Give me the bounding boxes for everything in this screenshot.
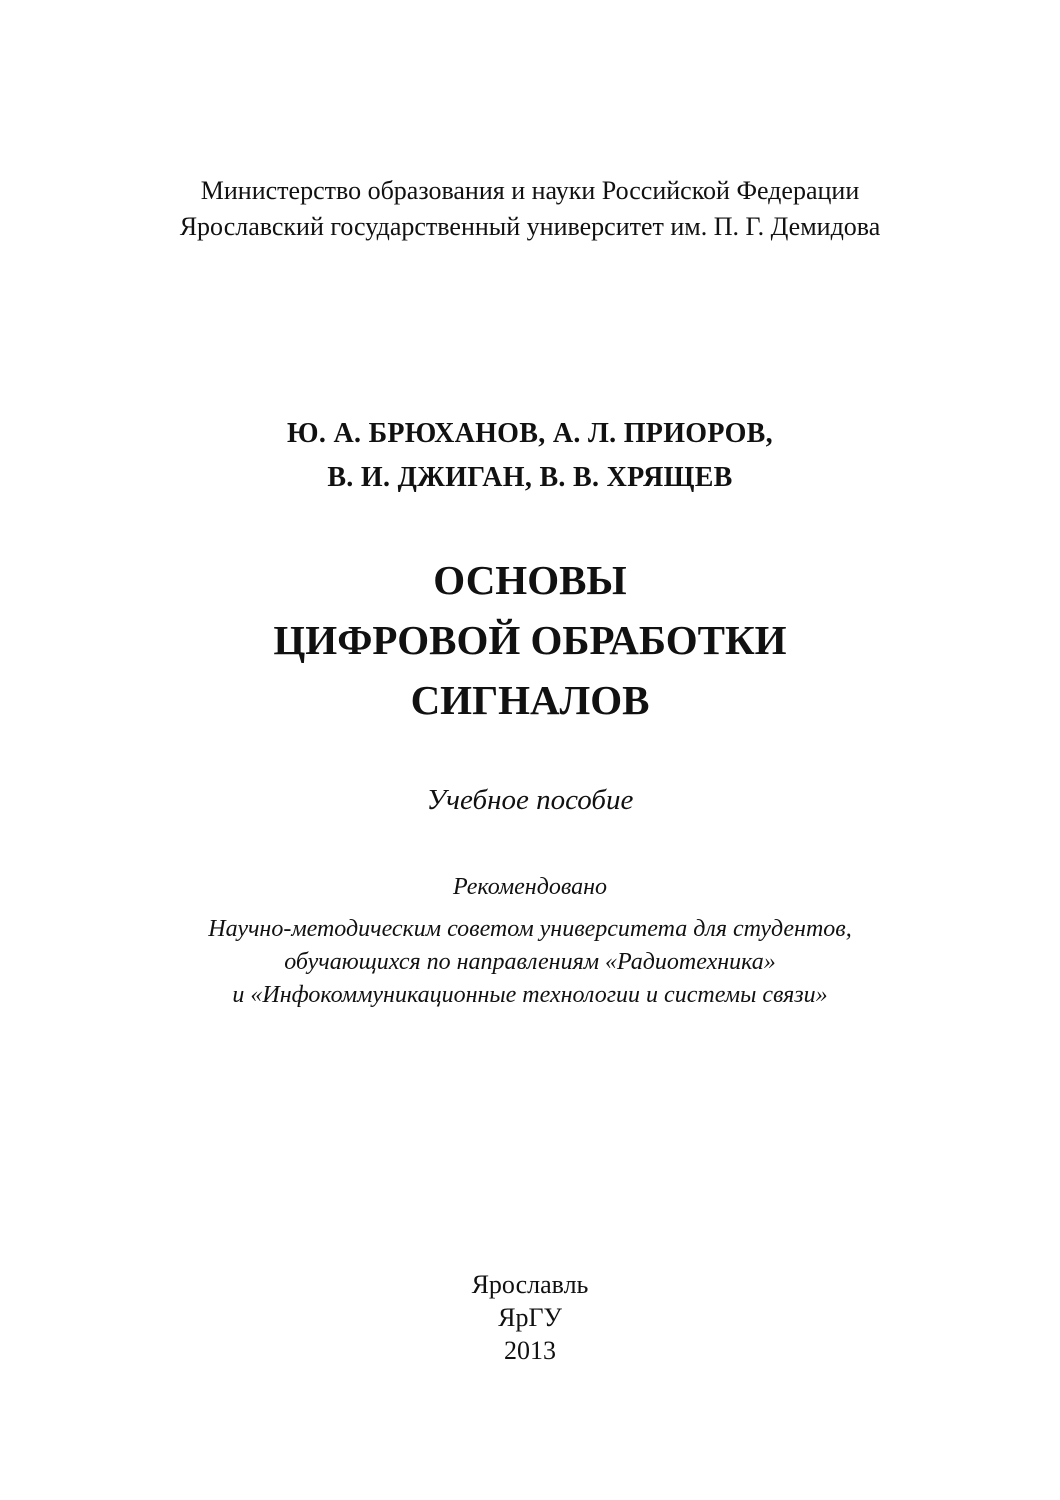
imprint-city: Ярославль [471, 1270, 589, 1299]
book-title-line-2: ЦИФРОВОЙ ОБРАБОТКИ [273, 617, 787, 663]
ministry-line: Министерство образования и науки Российской Федерации [200, 176, 860, 205]
imprint-year: 2013 [504, 1336, 556, 1365]
recommendation-line-3: обучающихся по направлениям «Радиотехника» [284, 949, 776, 975]
recommendation-line-4: и «Инфокоммуникационные технологии и системы связи» [232, 982, 828, 1008]
book-subtitle: Учебное пособие [426, 784, 634, 816]
recommendation-heading: Рекомендовано [452, 874, 608, 900]
recommendation-line-2: Научно-методическим советом университета для студентов, [208, 916, 852, 942]
authors-line-1: Ю. А. БРЮХАНОВ, А. Л. ПРИОРОВ, [287, 418, 773, 449]
book-title-line-1: ОСНОВЫ [433, 557, 627, 603]
authors-line-2: В. И. ДЖИГАН, В. В. ХРЯЩЕВ [327, 462, 733, 493]
university-line: Ярославский государственный университет им. П. Г. Демидова [179, 212, 881, 241]
book-title-line-3: СИГНАЛОВ [410, 677, 650, 723]
imprint-publisher: ЯрГУ [498, 1303, 562, 1332]
